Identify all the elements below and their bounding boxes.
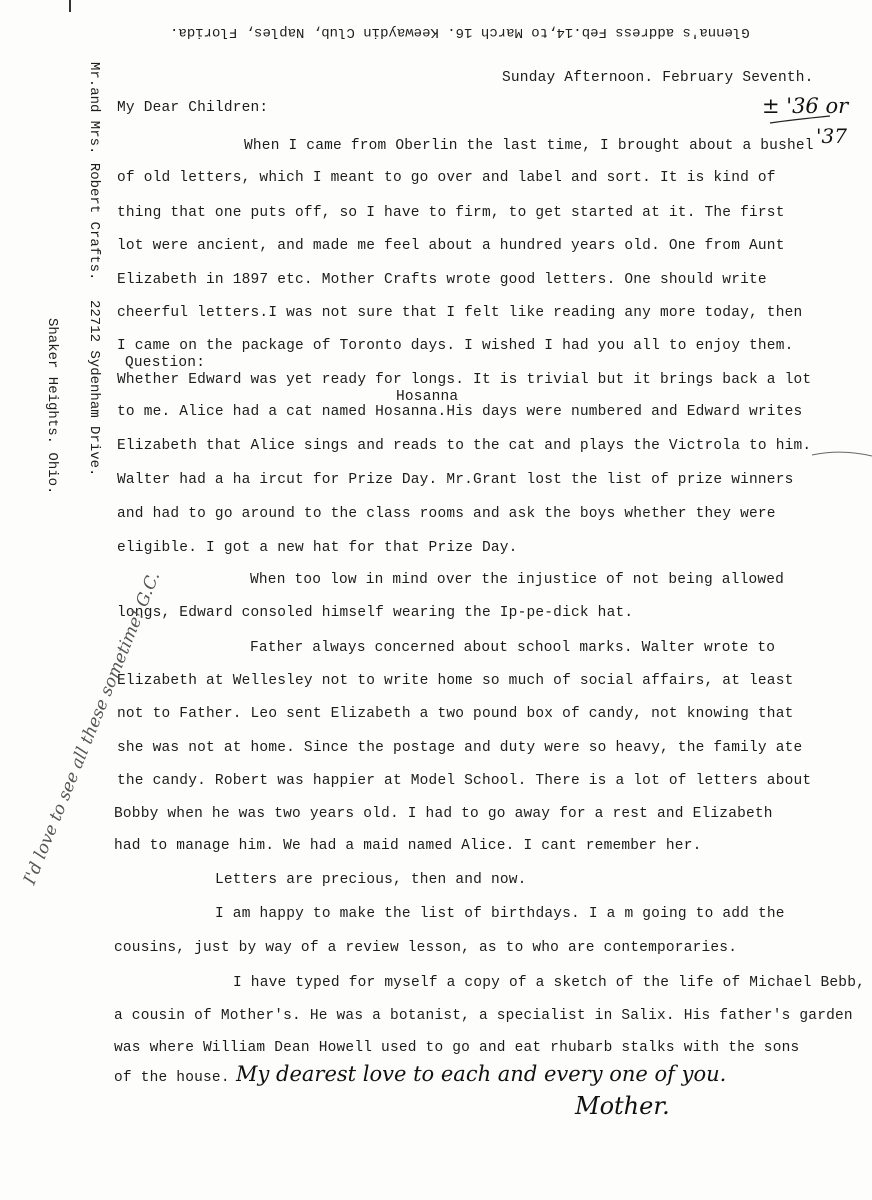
letter-line: cousins, just by way of a review lesson, as to who are contemporaries. xyxy=(114,940,738,956)
letter-line: was where William Dean Howell used to go and eat rhubarb stalks with the sons xyxy=(114,1040,800,1056)
letter-line: the candy. Robert was happier at Model School. There is a lot of letters about xyxy=(117,773,812,789)
letter-line: and had to go around to the class rooms and ask the boys whether they were xyxy=(117,506,776,522)
letter-line: had to manage him. We had a maid named Alice. I cant remember her. xyxy=(114,838,702,854)
sender-city: Shaker Heights. Ohio. xyxy=(44,318,60,495)
letter-line: Whether Edward was yet ready for longs. It is trivial but it brings back a lot xyxy=(117,372,812,388)
letter-line: she was not at home. Since the postage and duty were so heavy, the family ate xyxy=(117,740,803,756)
hosanna-correction: Hosanna xyxy=(396,389,459,405)
letter-line: Bobby when he was two years old. I had to go away for a rest and Elizabeth xyxy=(114,806,773,822)
letter-line: not to Father. Leo sent Elizabeth a two pound box of candy, not knowing that xyxy=(117,706,794,722)
letter-line: Walter had a ha ircut for Prize Day. Mr.Grant lost the list of prize winners xyxy=(117,472,794,488)
date-line: Sunday Afternoon. February Seventh. xyxy=(502,70,814,86)
salutation: My Dear Children: xyxy=(117,100,269,116)
sender-street: 22712 Sydenham Drive. xyxy=(86,300,102,477)
handwritten-signature: Mother. xyxy=(575,1092,670,1120)
margin-stroke xyxy=(812,452,872,456)
letter-line: I came on the package of Toronto days. I wished I had you all to enjoy them. xyxy=(117,338,794,354)
letter-line: of the house. xyxy=(114,1070,230,1086)
letter-line: Letters are precious, then and now. xyxy=(215,872,527,888)
year-note-second: '37 xyxy=(816,124,847,148)
letter-line: Elizabeth at Wellesley not to write home so much of social affairs, at least xyxy=(117,673,794,689)
letter-line: cheerful letters.I was not sure that I felt like reading any more today, then xyxy=(117,305,803,321)
letter-line: I am happy to make the list of birthdays. I a m going to add the xyxy=(215,906,785,922)
year-note: '36 or xyxy=(786,94,849,118)
letter-line: eligible. I got a new hat for that Prize Day. xyxy=(117,540,518,556)
letter-line: of old letters, which I meant to go over and label and sort. It is kind of xyxy=(117,170,776,186)
letter-line: When I came from Oberlin the last time, I brought about a bushel xyxy=(244,138,814,154)
upside-down-address-note: Glenna's address Feb.14,to March 16. Keewaydin Club, Naples, Florida. xyxy=(170,24,750,40)
letter-line: to me. Alice had a cat named Hosanna.His days were numbered and Edward writes xyxy=(117,404,803,420)
plus-minus-icon: ± xyxy=(762,94,780,118)
year-underline xyxy=(770,116,830,123)
letter-line: I have typed for myself a copy of a sketch of the life of Michael Bebb, xyxy=(233,975,866,991)
margin-handwritten-note: I'd love to see all these sometime! G.C. xyxy=(20,568,165,888)
question-label: Question: xyxy=(125,355,206,371)
letter-line: Father always concerned about school marks. Walter wrote to xyxy=(250,640,776,656)
letter-line: a cousin of Mother's. He was a botanist, a specialist in Salix. His father's garden xyxy=(114,1008,853,1024)
letter-line: longs, Edward consoled himself wearing the Ip-pe-dick hat. xyxy=(117,605,634,621)
letter-line: thing that one puts off, so I have to firm, to get started at it. The first xyxy=(117,205,785,221)
letter-line: lot were ancient, and made me feel about a hundred years old. One from Aunt xyxy=(117,238,785,254)
sender-name: Mr.and Mrs. Robert Crafts. xyxy=(86,62,102,281)
letter-line: Elizabeth in 1897 etc. Mother Crafts wrote good letters. One should write xyxy=(117,272,767,288)
letter-line: Elizabeth that Alice sings and reads to the cat and plays the Victrola to him. xyxy=(117,438,812,454)
letter-line: When too low in mind over the injustice of not being allowed xyxy=(250,572,785,588)
handwritten-closing: My dearest love to each and every one of you. xyxy=(236,1062,727,1086)
